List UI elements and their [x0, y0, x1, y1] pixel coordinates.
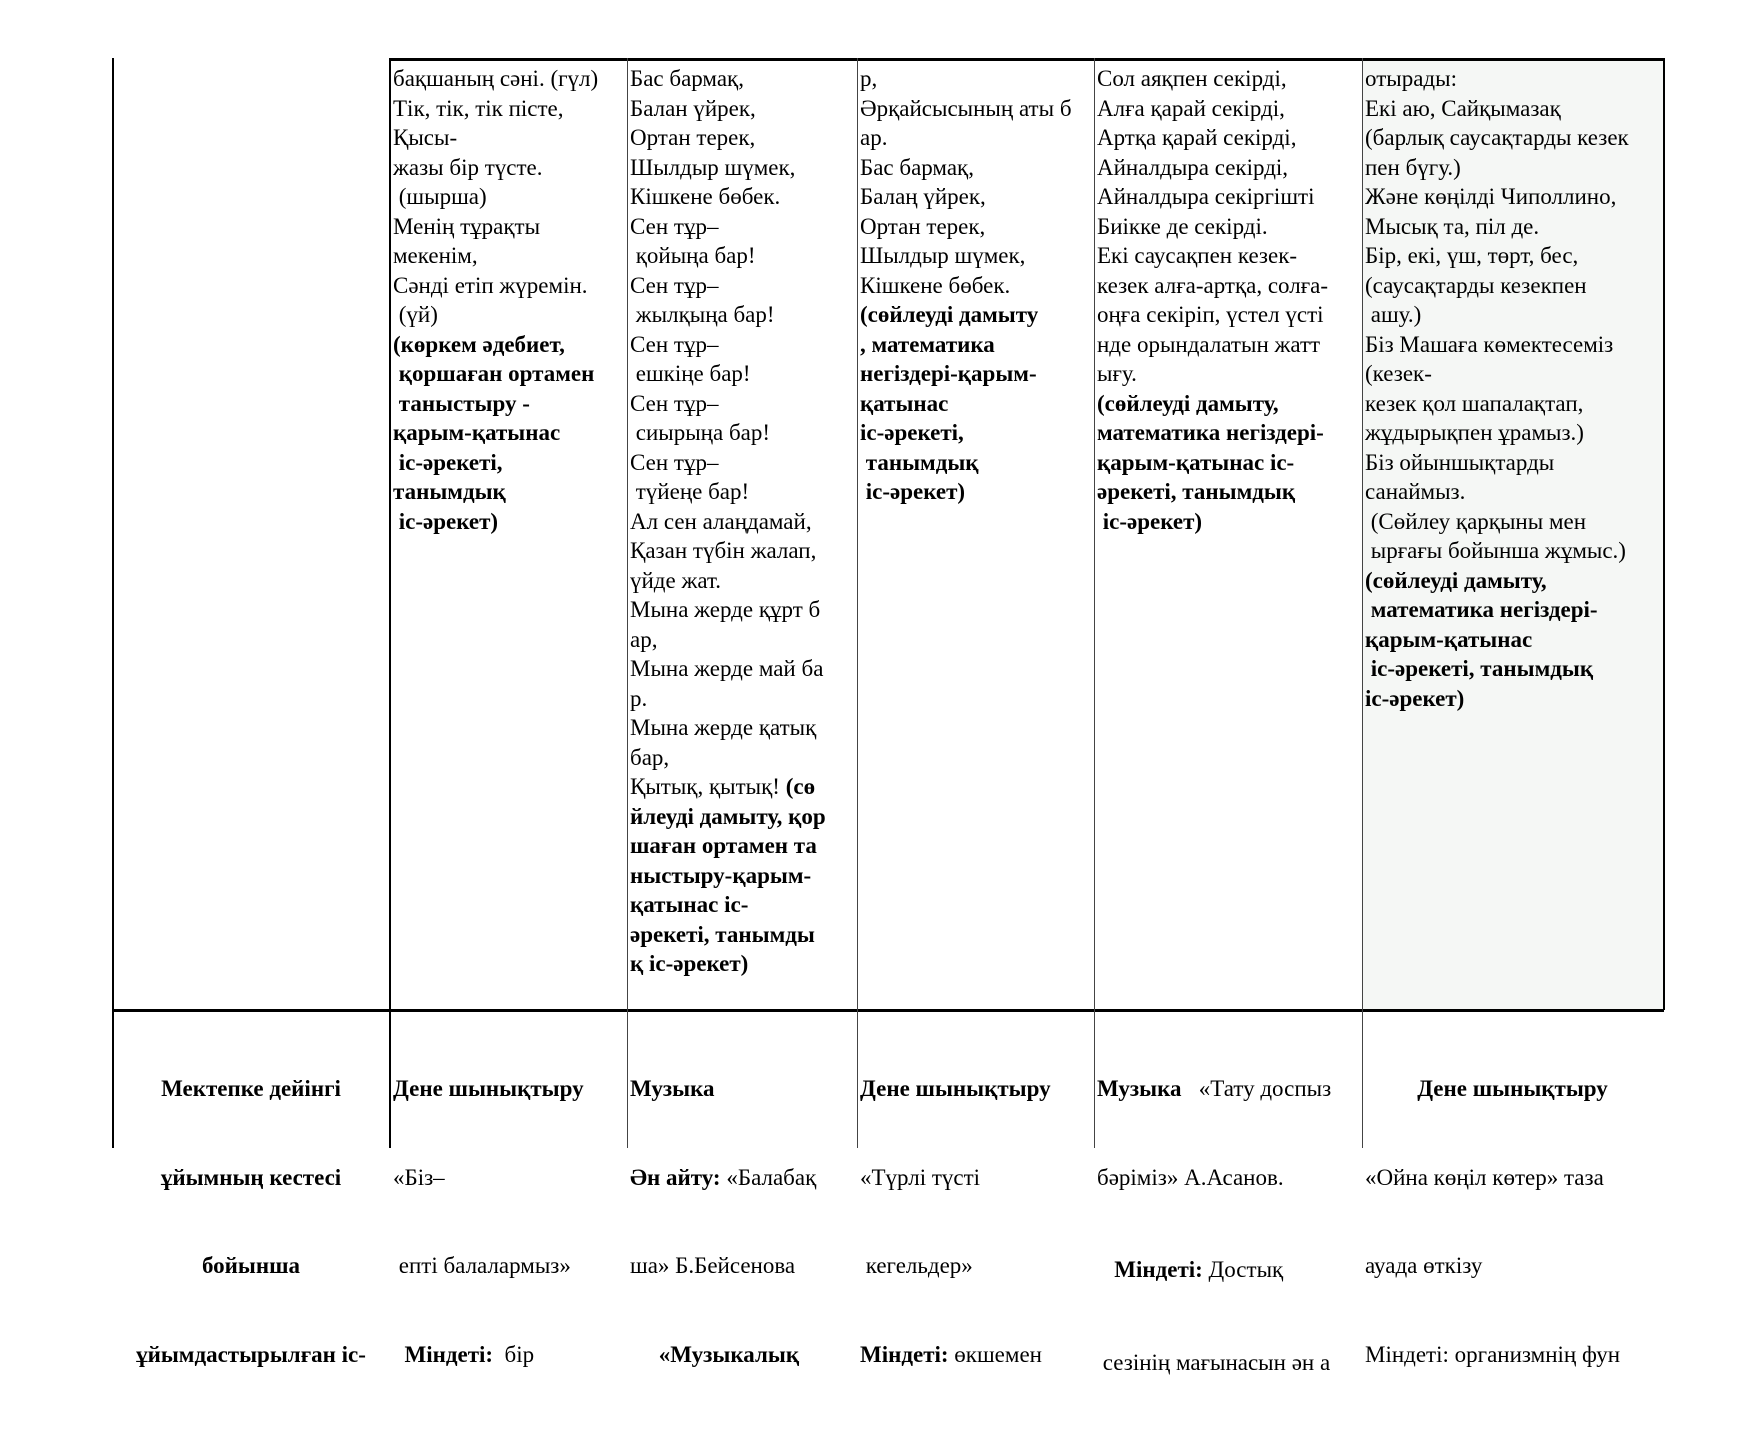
text-line: Кішкене бөбек. [630, 184, 781, 209]
text-line: Балан үйрек, [630, 95, 756, 121]
text-line: Қытық, қытық! (сө [630, 774, 816, 799]
text-line: Бас бармақ, [630, 66, 744, 91]
text-line: (сөйлеуді дамыту, [1365, 567, 1547, 593]
text-line: Сен тұр– [630, 331, 719, 357]
text-line: қойыңа бар! [630, 243, 756, 268]
text-line: ашу.) [1365, 302, 1422, 327]
text-line: танымдық [860, 449, 979, 475]
text-line: негіздері-қарым- [860, 361, 1037, 386]
text-line: Әрқайсысының аты б [860, 95, 1072, 121]
text-line: «Балабақ [720, 1164, 817, 1190]
text-line: іс-әрекет) [860, 479, 966, 504]
text-line: ырғағы бойынша жұмыс.) [1365, 538, 1626, 563]
text-line: Мына жерде май ба [630, 656, 824, 681]
text-line: Сәнді етіп жүремін. [393, 272, 588, 298]
text-line: бір [493, 1341, 535, 1367]
text-line: Біз Машаға көмектесеміз [1365, 331, 1614, 357]
text-line: ешкіңе бар! [630, 361, 751, 386]
text-line: Сен тұр– [630, 272, 719, 298]
text-line: ар. [860, 125, 888, 150]
col-border-5 [1362, 58, 1363, 1148]
subject-title: Музыка [630, 1076, 715, 1101]
text-line: іс-әрекет) [1097, 508, 1203, 534]
text-line: түйеңе бар! [630, 479, 750, 504]
text-line: «Түрлі түсті [860, 1164, 981, 1190]
row-divider [112, 1009, 1664, 1012]
header-line: бойынша [201, 1253, 301, 1278]
text-line: Қазан түбін жалап, [630, 538, 817, 563]
text-line: қатынас іс- [630, 892, 749, 917]
text-line: жазы бір түсте. [393, 154, 543, 180]
text-line: өкшемен [948, 1341, 1042, 1367]
task-label: Міндеті: [860, 1341, 949, 1367]
text-line: Балаң үйрек, [860, 184, 986, 209]
text-line: мекенім, [393, 243, 478, 268]
header-line: ұйымдастырылған іс- [136, 1341, 366, 1367]
row1-col1-cell [393, 64, 598, 536]
text-line: Екі аю, Сайқымазақ [1365, 95, 1561, 121]
text-line: епті балалармыз» [393, 1253, 571, 1278]
text-line: Алға қарай секірді, [1097, 95, 1285, 121]
row2-col3-cell [860, 1015, 1051, 1428]
text-line: (саусақтарды кезекпен [1365, 272, 1587, 298]
text-line: Биікке де секірді. [1097, 213, 1268, 239]
task-label: Міндеті: [393, 1341, 494, 1367]
header-line: ұйымның кестесі [160, 1164, 342, 1190]
text-line: Міндеті: организмнің фун [1365, 1341, 1621, 1367]
text-line: қ іс-әрекет) [630, 951, 749, 976]
text-line: «Музыкалық [630, 1341, 800, 1367]
text-line: іс-әрекеті, танымдық [1365, 656, 1594, 681]
text-line: іс-әрекет) [1365, 685, 1465, 711]
text-line: (кезек- [1365, 361, 1432, 386]
text-line: отырады: [1365, 66, 1457, 91]
text-line: сезінің мағынасын ән а [1097, 1349, 1331, 1375]
text-line: Мына жерде қатық [630, 715, 817, 740]
text-line: танымдық [393, 479, 506, 504]
left-border [112, 58, 114, 1148]
text-line: ауада өткізу [1365, 1253, 1483, 1278]
subject-title: Дене шынықтыру [860, 1076, 1051, 1101]
text-line: әрекеті, танымды [630, 921, 815, 947]
text-line: математика негіздері- [1097, 420, 1324, 445]
text-line: Бір, екі, үш, төрт, бес, [1365, 243, 1579, 268]
text-line: Айналдыра секіргішті [1097, 184, 1315, 209]
text-line: «Тату доспыз [1181, 1076, 1332, 1101]
text-line: Менің тұрақты [393, 213, 541, 239]
text-line: Артқа қарай секірді, [1097, 125, 1297, 150]
text-line: Мысық та, піл де. [1365, 213, 1540, 239]
text-line: (Сөйлеу қарқыны мен [1365, 508, 1587, 534]
text-line: (көркем әдебиет, [393, 331, 565, 357]
row2-col4-cell [1097, 1015, 1331, 1436]
text-line: кезек қол шапалақтап, [1365, 390, 1584, 416]
row2-col5-cell [1365, 1015, 1660, 1428]
text-line: Кішкене бөбек. [860, 272, 1011, 298]
subject-title: Дене шынықтыру [393, 1076, 584, 1101]
text-line: бақшаның сәні. (гүл) [393, 66, 599, 91]
text-line: Қысы- [393, 125, 458, 150]
row2-col2-cell [630, 1015, 816, 1428]
text-line: , математика [860, 331, 995, 357]
text-line: іс-әрекеті, [860, 420, 964, 445]
text-line: қоршаған ортамен [393, 361, 595, 386]
table-top-border [389, 58, 1664, 61]
text-line: Шылдыр шүмек, [630, 154, 796, 180]
text-line: шаған ортамен та [630, 833, 817, 858]
text-line: ныстыру-қарым- [630, 862, 812, 888]
text-line: Сен тұр– [630, 213, 719, 239]
row1-col5-cell [1365, 64, 1629, 713]
row2-header-cell [116, 1015, 386, 1428]
row2-col1-cell [393, 1015, 584, 1428]
text-line: бәріміз» А.Асанов. [1097, 1164, 1284, 1190]
right-border [1663, 58, 1665, 1010]
text-line: ығу. [1097, 361, 1137, 386]
text-line: Тік, тік, тік пісте, [393, 95, 564, 121]
text-line: Ортан терек, [860, 213, 986, 239]
task-label: Міндеті: [1097, 1257, 1203, 1282]
col-border-3 [857, 58, 858, 1148]
text-line: пен бүгу.) [1365, 154, 1461, 180]
text-line: (сөйлеуді дамыту, [1097, 390, 1279, 416]
text-line: іс-әрекеті, [393, 449, 503, 475]
subject-title: Дене шынықтыру [1417, 1076, 1608, 1101]
text-line: қарым-қатынас [1365, 626, 1533, 652]
text-line: ар, [630, 626, 658, 652]
text-line: санаймыз. [1365, 479, 1466, 504]
text-line: йлеуді дамыту, қор [630, 803, 826, 829]
text-line: р. [630, 685, 648, 711]
text-line: Шылдыр шүмек, [860, 243, 1026, 268]
text-line: «Біз– [393, 1164, 445, 1190]
text-line: үйде жат. [630, 567, 722, 593]
col-border-4 [1094, 58, 1095, 1148]
text-line: қатынас [860, 390, 949, 416]
text-line: Ортан терек, [630, 125, 756, 150]
text-line: Біз ойыншықтарды [1365, 449, 1555, 475]
text-line: Сол аяқпен секірді, [1097, 66, 1287, 91]
col-border-1 [389, 58, 391, 1148]
activity-label: Ән айту: [630, 1164, 721, 1190]
col-border-2 [627, 58, 628, 1148]
text-line: Сен тұр– [630, 449, 719, 475]
text-line: таныстыру - [393, 390, 530, 416]
text-line: Мына жерде құрт б [630, 597, 821, 622]
text-line: кезек алға-артқа, солға- [1097, 272, 1329, 298]
text-line: қарым-қатынас [393, 420, 561, 445]
text-line: кегельдер» [860, 1253, 973, 1278]
text-line: Ал сен алаңдамай, [630, 508, 812, 534]
text-line: Сен тұр– [630, 390, 719, 416]
text-line: оңға секіріп, үстел үсті [1097, 302, 1324, 327]
text-line: ша» Б.Бейсенова [630, 1253, 796, 1278]
text-line: «Ойна көңіл көтер» таза [1365, 1164, 1604, 1190]
text-line: әрекеті, танымдық [1097, 479, 1296, 504]
header-line: Мектепке дейінгі [161, 1076, 341, 1101]
text-line: Екі саусақпен кезек- [1097, 243, 1298, 268]
text-line: (шырша) [393, 184, 487, 209]
text-line: нде орындалатын жатт [1097, 331, 1321, 357]
subject-title: Музыка [1097, 1076, 1182, 1101]
text-line: Достық [1202, 1257, 1284, 1282]
text-line: Бас бармақ, [860, 154, 974, 180]
text-line: Және көңілді Чиполлино, [1365, 184, 1617, 209]
text-line: (сөйлеуді дамыту [860, 302, 1039, 327]
row1-col4-cell [1097, 64, 1328, 536]
text-line: қарым-қатынас іс- [1097, 449, 1295, 475]
text-line: (үй) [393, 302, 438, 327]
text-line: сиырыңа бар! [630, 420, 771, 445]
text-line: математика негіздері- [1365, 597, 1598, 622]
text-line: жылқыңа бар! [630, 302, 775, 327]
text-line: р, [860, 66, 878, 91]
text-line: бар, [630, 744, 670, 770]
row1-col3-cell [860, 64, 1072, 507]
text-line: жұдырықпен ұрамыз.) [1365, 420, 1584, 445]
text-line: (барлық саусақтарды кезек [1365, 125, 1629, 150]
text-line: Айналдыра секірді, [1097, 154, 1289, 180]
text-line: іс-әрекет) [393, 508, 499, 534]
row1-col2-cell [630, 64, 826, 979]
